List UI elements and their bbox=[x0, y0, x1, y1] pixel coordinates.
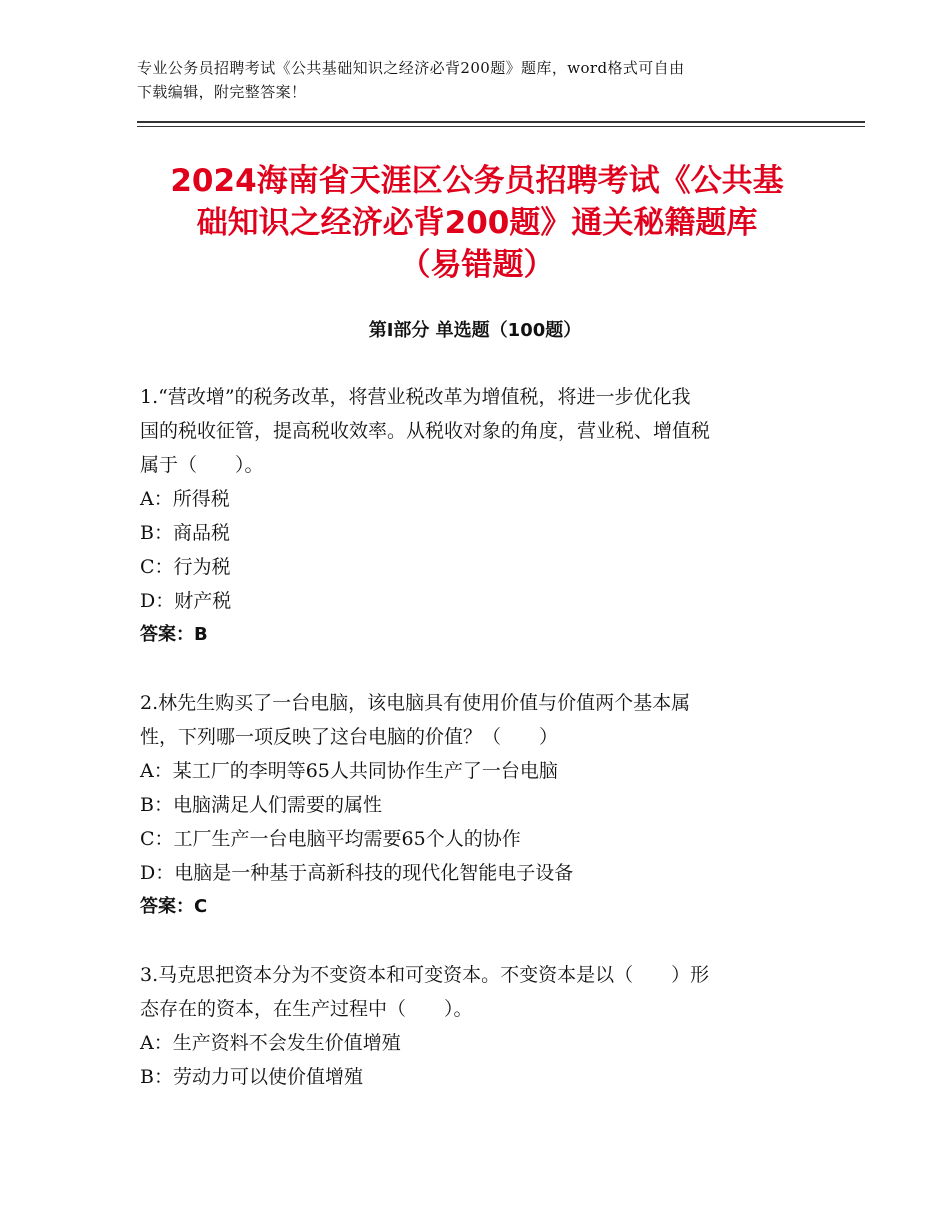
option-b: B：劳动力可以使价值增殖 bbox=[140, 1066, 363, 1088]
header-rule bbox=[137, 121, 865, 123]
question-stem-line: 国的税收征管，提高税收效率。从税收对象的角度，营业税、增值税 bbox=[140, 420, 711, 442]
question-stem-line: 1.“营改增”的税务改革，将营业税改革为增值税，将进一步优化我 bbox=[140, 386, 691, 408]
header-note-line: 下载编辑，附完整答案！ bbox=[137, 83, 307, 101]
question-2 bbox=[140, 686, 800, 924]
answer: 答案：C bbox=[140, 896, 208, 917]
question-3 bbox=[140, 958, 800, 1094]
question-stem-line: 3.马克思把资本分为不变资本和可变资本。不变资本是以（ ）形 bbox=[140, 964, 710, 986]
option-c: C：工厂生产一台电脑平均需要65个人的协作 bbox=[140, 828, 521, 850]
title-line: （易错题） bbox=[399, 247, 555, 283]
question-stem-line: 态存在的资本，在生产过程中（ ）。 bbox=[140, 998, 473, 1020]
question-stem-line: 性，下列哪一项反映了这台电脑的价值？（ ） bbox=[140, 726, 559, 748]
question-stem-line: 属于（ ）。 bbox=[140, 454, 264, 476]
option-a: A：某工厂的李明等65人共同协作生产了一台电脑 bbox=[140, 760, 558, 782]
question-stem-line: 2.林先生购买了一台电脑，该电脑具有使用价值与价值两个基本属 bbox=[140, 692, 691, 714]
header-rule-thin bbox=[137, 126, 865, 127]
document-title bbox=[137, 160, 817, 286]
title-line: 础知识之经济必背200题》通关秘籍题库 bbox=[196, 205, 758, 241]
header-note bbox=[137, 56, 817, 104]
option-b: B：商品税 bbox=[140, 522, 230, 544]
section-title: 第Ⅰ部分 单选题（100题） bbox=[368, 320, 582, 341]
option-c: C：行为税 bbox=[140, 556, 231, 578]
option-d: D：电脑是一种基于高新科技的现代化智能电子设备 bbox=[140, 862, 574, 884]
header-note-line: 专业公务员招聘考试《公共基础知识之经济必背200题》题库，word格式可自由 bbox=[137, 59, 685, 77]
option-b: B：电脑满足人们需要的属性 bbox=[140, 794, 382, 816]
title-line: 2024海南省天涯区公务员招聘考试《公共基 bbox=[170, 163, 784, 199]
option-a: A：生产资料不会发生价值增殖 bbox=[140, 1032, 401, 1054]
option-a: A：所得税 bbox=[140, 488, 230, 510]
question-1 bbox=[140, 380, 800, 652]
option-d: D：财产税 bbox=[140, 590, 232, 612]
answer: 答案：B bbox=[140, 624, 208, 645]
